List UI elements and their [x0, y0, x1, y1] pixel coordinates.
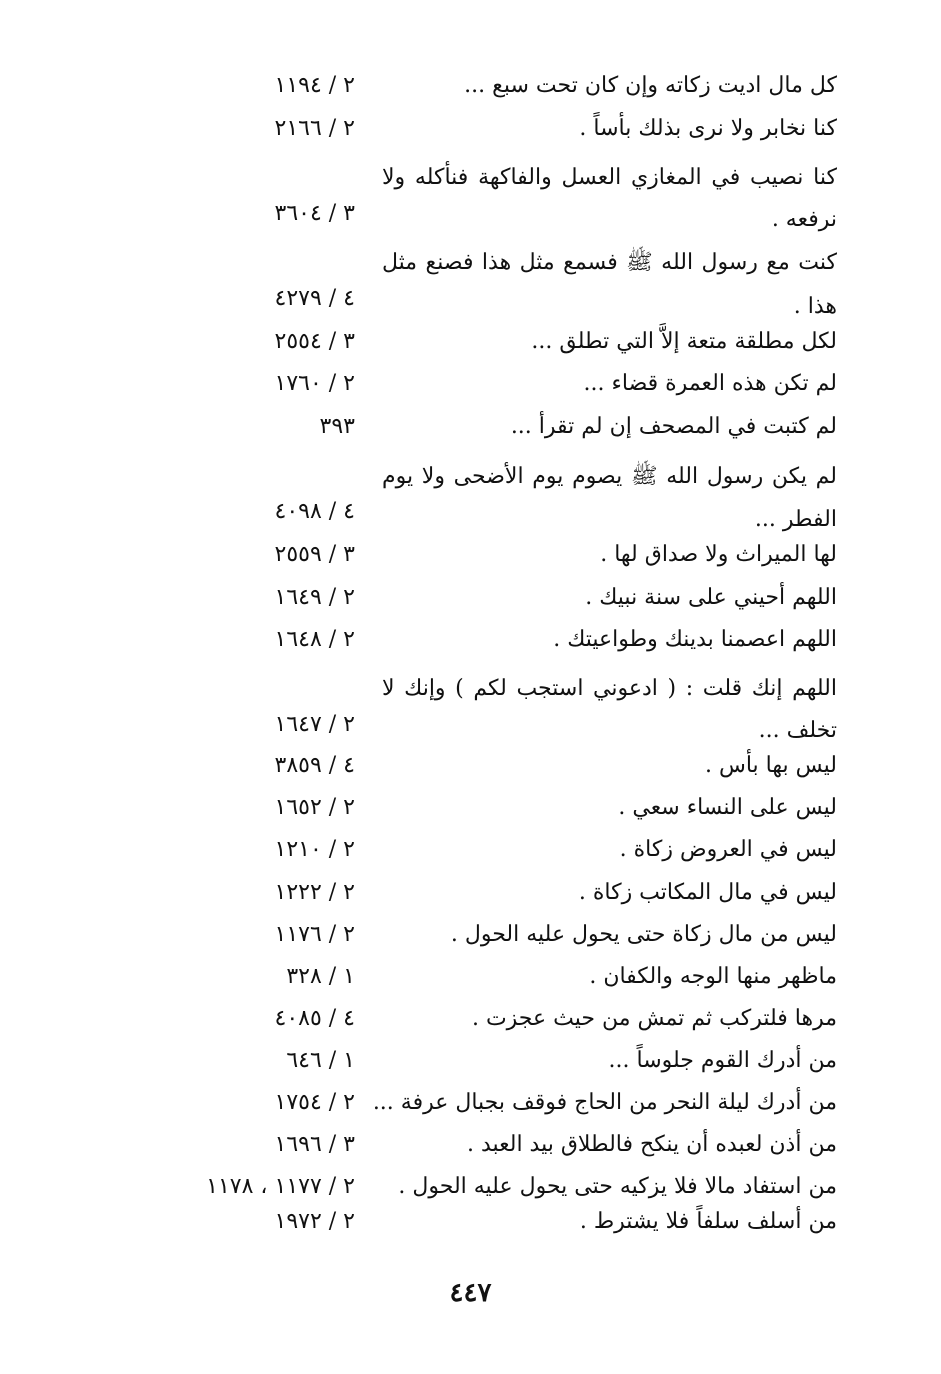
entry-text: كنا نصيب في المغازي العسل والفاكهة فنأكله ولا نرفعه . [382, 165, 837, 232]
entry-text: كنا نخابر ولا نرى بذلك بأساً . [579, 116, 837, 141]
entry-text: ليس في العروض زكاة . [619, 837, 837, 862]
entry-reference: ١ / ٣٢٨ [286, 964, 355, 989]
entry-text: لها الميراث ولا صداق لها . [600, 542, 837, 567]
entry-reference: ٣ / ٣٦٠٤ [274, 201, 355, 226]
entry-text: مرها فلتركب ثم تمش من حيث عجزت . [471, 1006, 837, 1031]
entry-text: اللهم إنك قلت : ( ادعوني استجب لكم ) وإنك لا تخلف ... [382, 676, 837, 743]
entry-text: كل مال اديت زكاته وإن كان تحت سبع ... [464, 73, 837, 98]
entry-reference: ١ / ٦٤٦ [286, 1048, 355, 1073]
page-number: ٤٤٧ [449, 1278, 492, 1308]
entry-text: ليس من مال زكاة حتى يحول عليه الحول . [450, 922, 837, 947]
entry-reference: ٢ / ١٧٦٠ [274, 371, 355, 396]
entry-text: لكل مطلقة متعة إلاَّ التي تطلق ... [531, 329, 837, 354]
entry-reference: ٣٩٣ [319, 414, 355, 439]
entry-reference: ٢ / ١٧٥٤ [274, 1090, 355, 1115]
entry-text: كنت مع رسول الله ﷺ فسمع مثل هذا فصنع مثل هذا . [382, 250, 837, 319]
entry-reference: ٤ / ٤٢٧٩ [274, 286, 355, 311]
entry-text: لم كتبت في المصحف إن لم تقرأ ... [510, 414, 837, 439]
entry-text: لم تكن هذه العمرة قضاء ... [583, 371, 837, 396]
entry-reference: ٢ / ١١٩٤ [274, 73, 355, 98]
entry-reference: ٢ / ١٦٤٩ [274, 585, 355, 610]
entry-text: من أدرك القوم جلوساً ... [608, 1048, 837, 1073]
entry-reference: ٢ / ١٢٢٢ [274, 880, 355, 905]
entry-text: ليس على النساء سعي . [618, 795, 837, 820]
entry-reference: ٤ / ٤٠٨٥ [274, 1006, 355, 1031]
entry-reference: ٤ / ٣٨٥٩ [274, 753, 355, 778]
entry-reference: ٢ / ٢١٦٦ [274, 116, 355, 141]
entry-text: اللهم اعصمنا بدينك وطواعيتك . [553, 627, 837, 652]
entry-text: ليس بها بأس . [704, 753, 837, 778]
entry-reference: ٢ / ١٢١٠ [274, 837, 355, 862]
entry-reference: ٣ / ٢٥٥٤ [274, 329, 355, 354]
entry-text: ليس في مال المكاتب زكاة . [578, 880, 837, 905]
entry-reference: ٢ / ١٦٥٢ [274, 795, 355, 820]
entry-reference: ٢ / ١٦٤٨ [274, 627, 355, 652]
entry-text: من استفاد مالا فلا يزكيه حتى يحول عليه الحول . [398, 1174, 837, 1199]
entry-reference: ٣ / ٢٥٥٩ [274, 542, 355, 567]
entry-reference: ٢ / ١١٧٦ [274, 922, 355, 947]
entry-reference: ٢ / ١٦٤٧ [274, 712, 355, 737]
entry-text: من أدرك ليلة النحر من الحاج فوقف بجبال عرفة ... [372, 1090, 837, 1115]
entry-reference: ٢ / ١٩٧٢ [274, 1209, 355, 1234]
entry-reference: ٤ / ٤٠٩٨ [274, 499, 355, 524]
entry-text: لم يكن رسول الله ﷺ يصوم يوم الأضحى ولا يوم الفطر ... [382, 464, 837, 532]
entry-reference: ٣ / ١٦٩٦ [274, 1132, 355, 1157]
entry-text: من أذن لعبده أن ينكح فالطلاق بيد العبد . [466, 1132, 837, 1157]
entry-text: اللهم أحيني على سنة نبيك . [585, 585, 837, 610]
entry-reference: ٢ / ١١٧٧ ، ١١٧٨ [206, 1174, 355, 1199]
entry-text: ماظهر منها الوجه والكفان . [589, 964, 837, 989]
entry-text: من أسلف سلفاً فلا يشترط . [579, 1209, 837, 1234]
